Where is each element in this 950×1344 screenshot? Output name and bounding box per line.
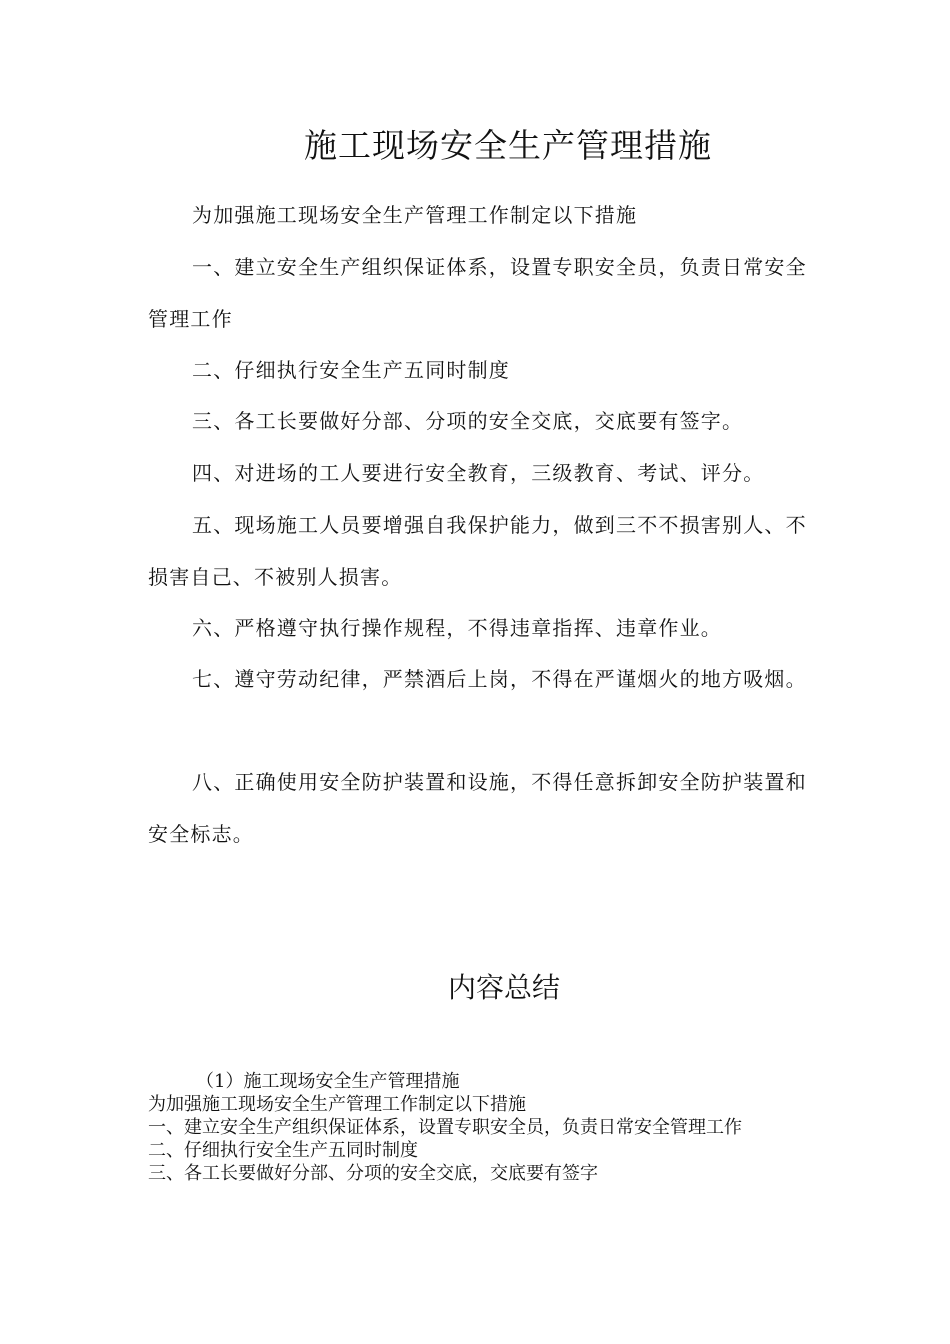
- paragraph-item-2: 二、仔细执行安全生产五同时制度: [192, 358, 510, 382]
- paragraph-item-7: 七、遵守劳动纪律，严禁酒后上岗，不得在严谨烟火的地方吸烟。: [192, 667, 807, 691]
- summary-block: [148, 1070, 808, 1185]
- paragraph-item-8: 八、正确使用安全防护装置和设施，不得任意拆卸安全防护装置和安全标志。: [148, 770, 807, 846]
- summary-line: 三、各工长要做好分部、分项的安全交底，交底要有签字: [148, 1163, 598, 1184]
- paragraph-intro: 为加强施工现场安全生产管理工作制定以下措施: [192, 203, 638, 227]
- summary-line: 二、仔细执行安全生产五同时制度: [148, 1140, 418, 1161]
- summary-line: （1）施工现场安全生产管理措施: [196, 1071, 460, 1092]
- summary-line: 一、建立安全生产组织保证体系，设置专职安全员，负责日常安全管理工作: [148, 1117, 742, 1138]
- summary-title: 内容总结: [447, 971, 560, 1004]
- document-title: 施工现场安全生产管理措施: [304, 126, 712, 165]
- paragraph-item-3: 三、各工长要做好分部、分项的安全交底，交底要有签字。: [192, 409, 744, 433]
- paragraph-item-6: 六、严格遵守执行操作规程，不得违章指挥、违章作业。: [192, 616, 722, 640]
- summary-line: 为加强施工现场安全生产管理工作制定以下措施: [148, 1094, 526, 1115]
- paragraph-item-4: 四、对进场的工人要进行安全教育，三级教育、考试、评分。: [192, 461, 765, 485]
- paragraph-item-1: 一、建立安全生产组织保证体系，设置专职安全员，负责日常安全管理工作: [148, 255, 807, 331]
- paragraph-item-5: 五、现场施工人员要增强自我保护能力，做到三不不损害别人、不损害自己、不被别人损害。: [148, 513, 807, 589]
